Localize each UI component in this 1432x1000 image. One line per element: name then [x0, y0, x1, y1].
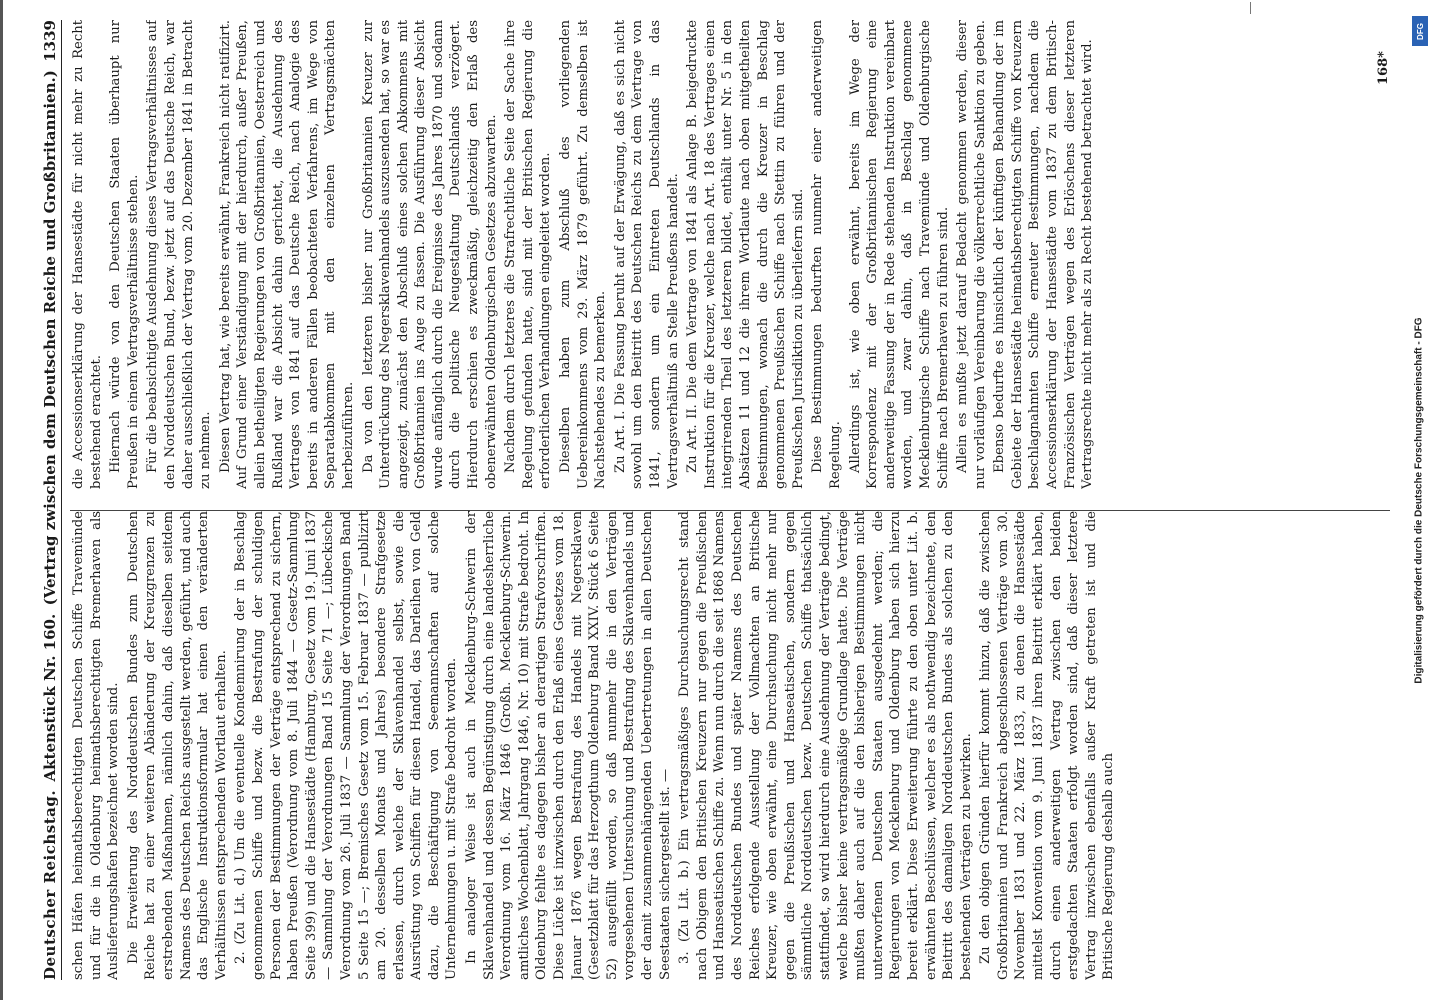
scan-edge [0, 0, 3, 1000]
paragraph: Diese Bestimmungen bedurften nunmehr einer anderweitigen Regelung. [810, 20, 843, 489]
header-page-number: 1339 [41, 20, 59, 62]
text-columns [70, 20, 1400, 980]
paragraph: Nachdem durch letzteres die Strafrechtliche Seite der Sache ihre Regelung gefunden hatte, sind mit der Britischen Regierung die erforderlichen Verhandlungen eingeleitet worden. [503, 20, 554, 489]
header-middle: Aktenstück Nr. 160. [41, 613, 59, 782]
column-divider [70, 510, 1390, 511]
header-right: (Vertrag zwischen dem Deutschen Reiche und Großbritannien.) [41, 70, 59, 606]
header-left: Deutscher Reichstag. [41, 789, 59, 980]
dfg-logo-text: DFG [1415, 22, 1425, 40]
paragraph: Diesen Vertrag hat, wie bereits erwähnt, Frankreich nicht ratifizirt. Auf Grund einer Verständigung mit der hierdurch, außer Preußen, allein betheiligten Regierungen von Großbritannien, Oesterreich und Rußland war die Absicht dahin gerichtet, die Ausdehnung des Vertrages von 1841 auf das Deutsche Reich, nach Analogie des bereits in anderen Fällen beobachteten Verfahrens, im Wege von Separatabkommen mit den einzelnen Vertragsmächten herbeizuführen. [217, 20, 356, 489]
running-header [36, 20, 62, 980]
credit-text: Digitalisierung gefördert durch die Deutsche Forschungsgemeinschaft - DFG [1413, 316, 1425, 684]
left-column [70, 511, 1400, 980]
paragraph: 2. (Zu Lit. d.) Um die eventuelle Kondemnirung der in Beschlag genommenen Schiffe und bezw. die Bestrafung der schuldigen Personen der Bestimmungen der Verträge entsprechend zu sichern, haben Preußen (Verordnung vom 8. Juli 1844 — Gesetz-Sammlung Seite 399) und die Hansestädte (Hamburg, Gesetz vom 19. Juni 1837 — Sammlung der Verordnungen Band 15 Seite 71 —; Lübeckische Verordnung vom 26. Juli 1837 — Sammlung der Verordnungen Band 5 Seite 15 —; Bremisches Gesetz vom 15. Februar 1837 — publizirt am 20. desselben Monats und Jahres) besondere Strafgesetze erlassen, durch welche der Sklavenhandel selbst, sowie die Ausrüstung von Schiffen für diesen Handel, das Darleihen von Geld dazu, die Beschäftigung von Seemannschaften auf solche Unternehmungen u. mit Strafe bedroht worden. [233, 511, 460, 980]
scan-mark [1250, 2, 1251, 14]
paragraph: die Accessionserklärung der Hansestädte für nicht mehr zu Recht bestehend erachtet. [71, 20, 104, 489]
right-column [70, 20, 1400, 489]
paragraph: schen Häfen heimathsberechtigten Deutschen Schiffe Travemünde und für die in Oldenburg heimathsberechtigten Bremerhaven als Auslieferungshafen bezeichnet worden sind. [71, 511, 122, 980]
paragraph: Dieselben haben zum Abschluß des vorliegenden Uebereinkommens vom 29. März 1879 geführt. Zu demselben ist Nachstehendes zu bemerken. [558, 20, 609, 489]
paragraph: Zu Art. I. Die Fassung beruht auf der Erwägung, daß es sich nicht sowohl um den Beitritt des Deutschen Reichs zu dem Vertrage von 1841, sondern um ein Eintreten Deutschlands in das Vertragsverhältniß an Stelle Preußens handelt. [612, 20, 681, 489]
paragraph: 3. (Zu Lit. b.) Ein vertragsmäßiges Durchsuchungsrecht stand nach Obigem den Britischen Kreuzern nur gegen die Preußischen und Hanseatischen Schiffe zu. Wenn nun durch die seit 1868 Namens des Norddeutschen Bundes und später Namens des Deutschen Reiches erfolgende Ausstellung der Vollmachten an Britische Kreuzer, wie oben erwähnt, eine Durchsuchung nicht mehr nur gegen die Preußischen und Hanseatischen, sondern gegen sämmtliche Norddeutschen bezw. Deutschen Schiffe thatsächlich stattfindet, so wird hierdurch eine Ausdehnung der Verträge bedingt, welche bisher keine vertragsmäßige Grundlage hatte. Die Verträge mußten daher auch auf die den bisherigen Bestimmungen nicht unterworfenen Deutschen Staaten ausgedehnt werden; die Regierungen von Mecklenburg und Oldenburg haben sich hierzu bereit erklärt. Diese Erweiterung führte zu den oben unter Lit. b. erwähnten Beschlüssen, welcher es als nothwendig bezeichnete, den Beitritt des damaligen Norddeutschen Bundes als solchen zu den bestehenden Verträgen zu bewirken. [677, 511, 974, 980]
paragraph: Da von den letzteren bisher nur Großbritannien Kreuzer zur Unterdrückung des Negersklavenhandels auszusenden hat, so war es angezeigt, zunächst den Abschluß eines solchen Abkommens mit Großbritannien ins Auge zu fassen. Die Ausführung dieser Absicht wurde anfänglich durch die Ereignisse des Jahres 1870 und sodann durch die politische Neugestaltung Deutschlands verzögert. Hierdurch erschien es zweckmäßig, gleichzeitig den Erlaß des obenerwähnten Oldenburgischen Gesetzes abzuwarten. [360, 20, 499, 489]
paragraph: Die Erweiterung des Norddeutschen Bundes zum Deutschen Reiche hat zu einer weiteren Abänderung der Kreuzgrenzen zu erstrebenden Maßnahmen, nämlich dahin, daß dieselben seitdem Namens des Deutschen Reichs ausgestellt werden, geführt, und auch das Englische Instruktionsformular hat einen den veränderten Verhältnissen entsprechenden Wortlaut erhalten. [125, 511, 229, 980]
paragraph: In analoger Weise ist auch in Mecklenburg-Schwerin der Sklavenhandel und dessen Begünstigung durch eine landesherrliche Verordnung vom 16. März 1846 (Großh. Mecklenburg-Schwerin. amtliches Wochenblatt, Jahrgang 1846, Nr. 10) mit Strafe bedroht. In Oldenburg fehlte es dagegen bisher an derartigen Strafvorschriften. Diese Lücke ist inzwischen durch den Erlaß eines Gesetzes vom 18. Januar 1876 wegen Bestrafung des Handels mit Negersklaven (Gesetzblatt für das Herzogthum Oldenburg Band XXIV. Stück 6 Seite 52) ausgefüllt worden, so daß nunmehr die in den Verträgen vorgesehenen Untersuchung und Bestrafung des Sklavenhandels und der damit zusammenhängenden Uebertretungen in allen Deutschen Seestaaten sichergestellt ist. — [464, 511, 673, 980]
digitization-credit [1408, 0, 1430, 1000]
paragraph: Allein es mußte jetzt darauf Bedacht genommen werden, dieser nur vorläufigen Vereinbarung die völkerrechtliche Sanktion zu geben. [955, 20, 988, 489]
paragraph: Ebenso bedurfte es hinsichtlich der künftigen Behandlung der im Gebiete der Hansestädte heimathsberechtigten Schiffe von Kreuzern beschlagnahmten Schiffe erneuter Bestimmungen, nachdem die Accessionserklärung der Hansestädte vom 1837 zu dem Britisch-Französischen Verträgen wegen des Erlöschens dieser letzteren Vertragsrechte nicht mehr als zu Recht bestehend betrachtet wird. [992, 20, 1096, 489]
page-signature: 168* [1376, 51, 1391, 85]
paragraph: Zu Art. II. Die dem Vertrage von 1841 als Anlage B. beigedruckte Instruktion für die Kreuzer, welche nach Art. 18 des Vertrages einen integrirenden Theil des letzteren bildet, enthält unter Nr. 5 in den Absätzen 11 und 12 die ihrem Wortlaute nach oben mitgetheilten Bestimmungen, wonach die durch die Kreuzer in Beschlag genommenen Preußischen Schiffe nach Stettin zu führen und der Preußischen Jurisdiktion zu überliefern sind. [685, 20, 806, 489]
paragraph: Für die beabsichtigte Ausdehnung dieses Vertragsverhältnisses auf den Norddeutschen Bund, bezw. jetzt auf das Deutsche Reich, war daher ausschließlich der Vertrag vom 20. Dezember 1841 in Betracht zu nehmen. [145, 20, 214, 489]
paragraph: Allerdings ist, wie oben erwähnt, bereits im Wege der Korrespondenz mit der Großbritannischen Regierung eine anderweitige Fassung der in Rede stehenden Instruktion vereinbart worden, und zwar dahin, daß in Beschlag genommene Mecklenburgische Schiffe nach Travemünde und Oldenburgische Schiffe nach Bremerhaven zu führen sind. [847, 20, 951, 489]
paragraph: Zu den obigen Gründen hierfür kommt hinzu, daß die zwischen Großbritannien und Frankreich abgeschlossenen Verträge vom 30. November 1831 und 22. März 1833, zu denen die Hansestädte mittelst Konvention vom 9. Juni 1837 ihren Beitritt erklärt haben, durch einen anderweitigen Vertrag zwischen den beiden erstgedachten Staaten erfolgt worden sind, daß dieser letztere Vertrag inzwischen ebenfalls außer Kraft getreten ist und die Britische Regierung deshalb auch [978, 511, 1117, 980]
paragraph: Hiernach würde von den Deutschen Staaten überhaupt nur Preußen in einem Vertragsverhältnisse stehen. [108, 20, 141, 489]
rotated-document [36, 20, 1406, 980]
